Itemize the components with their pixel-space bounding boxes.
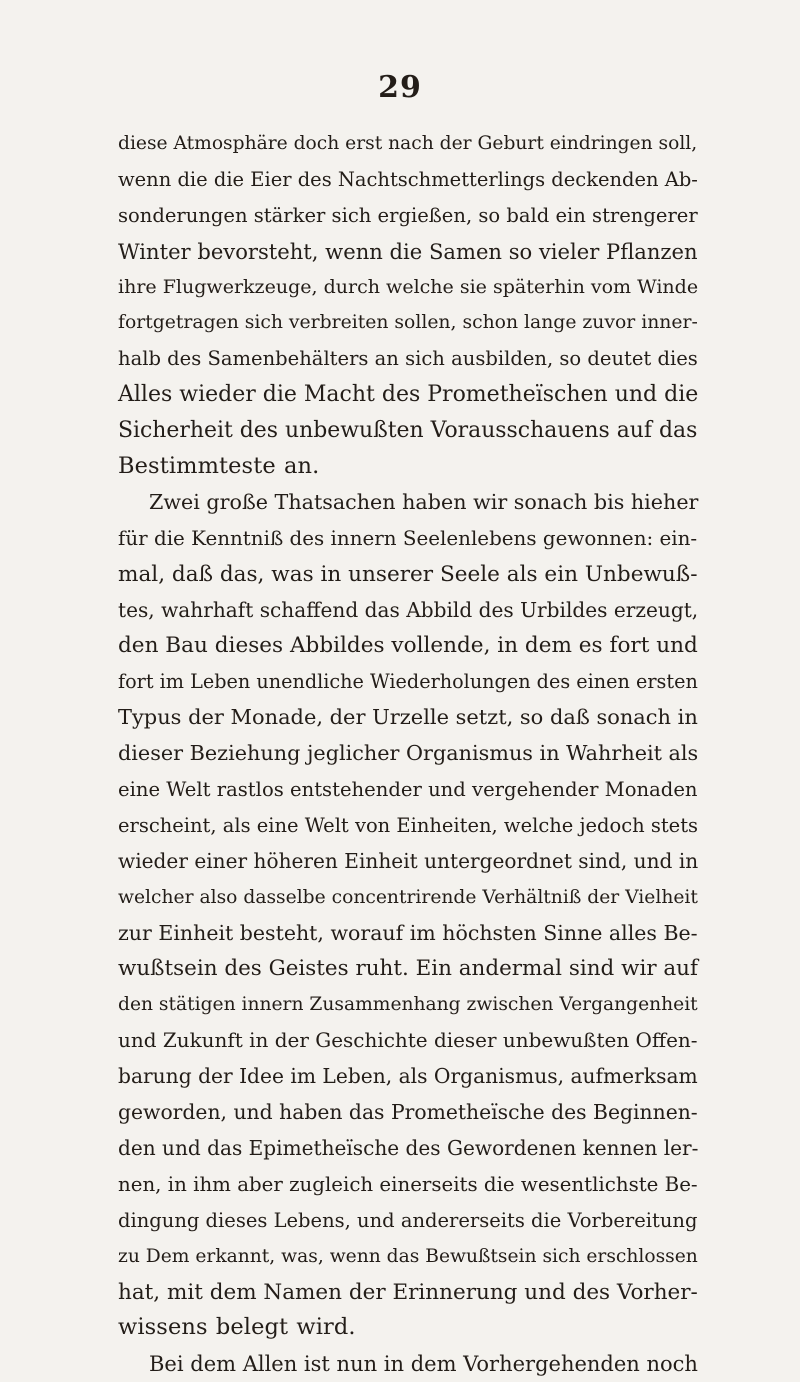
text-line: den stätigen innern Zusammenhang zwischen Vergangenheit bbox=[118, 994, 698, 1016]
text-line: hat, mit dem Namen der Erinnerung und des Vorher- bbox=[118, 1279, 698, 1305]
text-line: Bei dem Allen ist nun in dem Vorhergehenden noch bbox=[149, 1351, 698, 1377]
text-line: diese Atmosphäre doch erst nach der Geburt eindringen soll, bbox=[118, 133, 698, 154]
text-line: fort im Leben unendliche Wiederholungen des einen ersten bbox=[118, 670, 698, 694]
text-line: und Zukunft in der Geschichte dieser unbewußten Offen- bbox=[118, 1028, 698, 1053]
text-line: wußtsein des Geistes ruht. Ein andermal sind wir auf bbox=[118, 956, 698, 982]
text-line: erscheint, als eine Welt von Einheiten, welche jedoch stets bbox=[118, 813, 699, 837]
text-line: Alles wieder die Macht des Prometheïschen und die bbox=[118, 382, 699, 408]
text-line: ihre Flugwerkzeuge, durch welche sie späterhin vom Winde bbox=[118, 275, 699, 298]
text-line: Bestimmteste an. bbox=[118, 453, 320, 480]
body-text bbox=[118, 126, 698, 1382]
text-line: dieser Beziehung jeglicher Organismus in Wahrheit als bbox=[118, 741, 699, 766]
text-line: Sicherheit des unbewußten Vorausschauens auf das bbox=[118, 418, 698, 444]
text-line: den Bau dieses Abbildes vollende, in dem es fort und bbox=[118, 633, 698, 659]
text-line: Zwei große Thatsachen haben wir sonach bis hieher bbox=[149, 489, 699, 514]
text-line: wieder einer höheren Einheit untergeordnet sind, und in bbox=[118, 848, 699, 873]
text-line: mal, daß das, was in unserer Seele als ein Unbewuß- bbox=[118, 561, 698, 587]
text-line: fortgetragen sich verbreiten sollen, schon lange zuvor inner- bbox=[118, 312, 698, 334]
text-line: eine Welt rastlos entstehender und vergehender Monaden bbox=[118, 778, 698, 802]
text-line: barung der Idee im Leben, als Organismus, aufmerksam bbox=[118, 1064, 698, 1089]
text-line: welcher also dasselbe concentrirende Verhältniß der Vielheit bbox=[118, 886, 698, 908]
text-line: für die Kenntniß des innern Seelenlebens gewonnen: ein- bbox=[118, 526, 698, 550]
text-line: halb des Samenbehälters an sich ausbilden, so deutet dies bbox=[118, 347, 698, 371]
page-number: 29 bbox=[378, 70, 422, 105]
text-line: nen, in ihm aber zugleich einerseits die wesentlichste Be- bbox=[118, 1172, 698, 1196]
text-line: zur Einheit besteht, worauf im höchsten Sinne alles Be- bbox=[118, 920, 698, 945]
text-line: zu Dem erkannt, was, wenn das Bewußtsein sich erschlossen bbox=[118, 1245, 698, 1267]
text-line: wissens belegt wird. bbox=[118, 1314, 356, 1341]
text-line: Winter bevorsteht, wenn die Samen so vieler Pflanzen bbox=[118, 238, 698, 264]
text-line: dingung dieses Lebens, und andererseits die Vorbereitung bbox=[118, 1208, 698, 1232]
text-line: wenn die die Eier des Nachtschmetterlings deckenden Ab- bbox=[118, 167, 698, 191]
text-line: sonderungen stärker sich ergießen, so bald ein strengerer bbox=[118, 203, 698, 227]
text-line: den und das Epimetheïsche des Gewordenen kennen ler- bbox=[118, 1135, 699, 1160]
text-line: tes, wahrhaft schaffend das Abbild des Urbildes erzeugt, bbox=[118, 597, 699, 622]
text-line: geworden, und haben das Prometheïsche des Beginnen- bbox=[118, 1100, 698, 1125]
text-line: Typus der Monade, der Urzelle setzt, so daß sonach in bbox=[118, 705, 698, 730]
